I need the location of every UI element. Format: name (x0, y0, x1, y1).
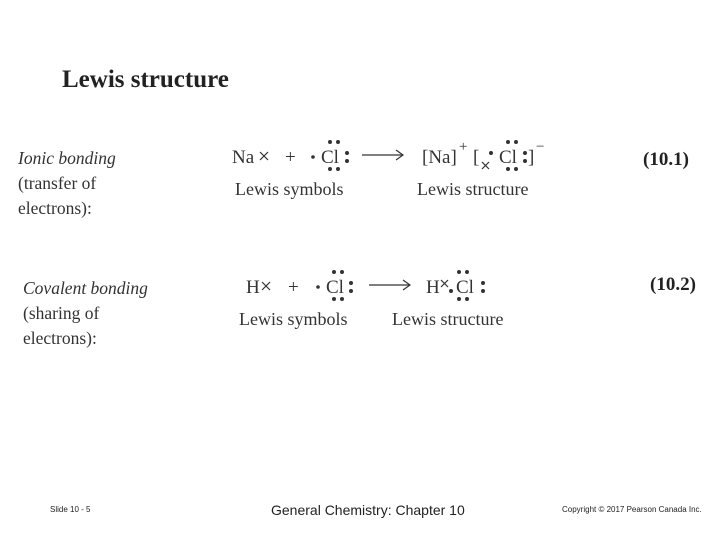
na-symbol: Na (232, 147, 255, 168)
cl-symbol: Cl (499, 147, 517, 168)
charge-minus: − (536, 139, 545, 155)
na-bracket: [Na] (422, 147, 457, 168)
plus-sign: + (288, 277, 299, 298)
equation-number: (10.1) (643, 149, 689, 170)
ionic-equation (225, 133, 565, 183)
cross-electron-icon (441, 280, 448, 287)
plus-sign: + (285, 147, 296, 168)
open-bracket: [ (473, 147, 480, 168)
ionic-label-line3: electrons): (18, 198, 92, 218)
covalent-label-line2: (sharing of (23, 303, 100, 323)
ionic-label: Ionic bonding (18, 148, 116, 168)
lewis-symbols-caption: Lewis symbols (239, 309, 348, 329)
lewis-symbols-caption: Lewis symbols (235, 179, 344, 199)
equation-number: (10.2) (650, 274, 696, 295)
covalent-label-line3: electrons): (23, 328, 97, 348)
lewis-structure-caption: Lewis structure (417, 179, 529, 199)
cross-electron-icon (260, 152, 268, 160)
cl-symbol: Cl (326, 277, 344, 298)
cl-symbol: Cl (456, 277, 474, 298)
cross-electron-icon (482, 162, 489, 169)
slide-number: Slide 10 - 5 (50, 505, 91, 514)
cross-electron-icon (262, 282, 270, 290)
covalent-equation (238, 263, 498, 313)
reaction-arrow-icon (369, 280, 410, 290)
h-symbol: H (246, 277, 260, 298)
charge-plus: + (459, 139, 468, 155)
lewis-structure-caption: Lewis structure (392, 309, 504, 329)
covalent-label: Covalent bonding (23, 278, 148, 298)
copyright-footer: Copyright © 2017 Pearson Canada Inc. (562, 505, 702, 514)
cl-symbol: Cl (321, 147, 339, 168)
h-symbol: H (426, 277, 440, 298)
ionic-description (18, 146, 116, 221)
slide-title: Lewis structure (62, 66, 229, 93)
course-footer: General Chemistry: Chapter 10 (271, 502, 465, 518)
ionic-label-line2: (transfer of (18, 173, 97, 193)
close-bracket: ] (528, 147, 535, 168)
reaction-arrow-icon (362, 150, 403, 160)
covalent-description (23, 276, 148, 351)
